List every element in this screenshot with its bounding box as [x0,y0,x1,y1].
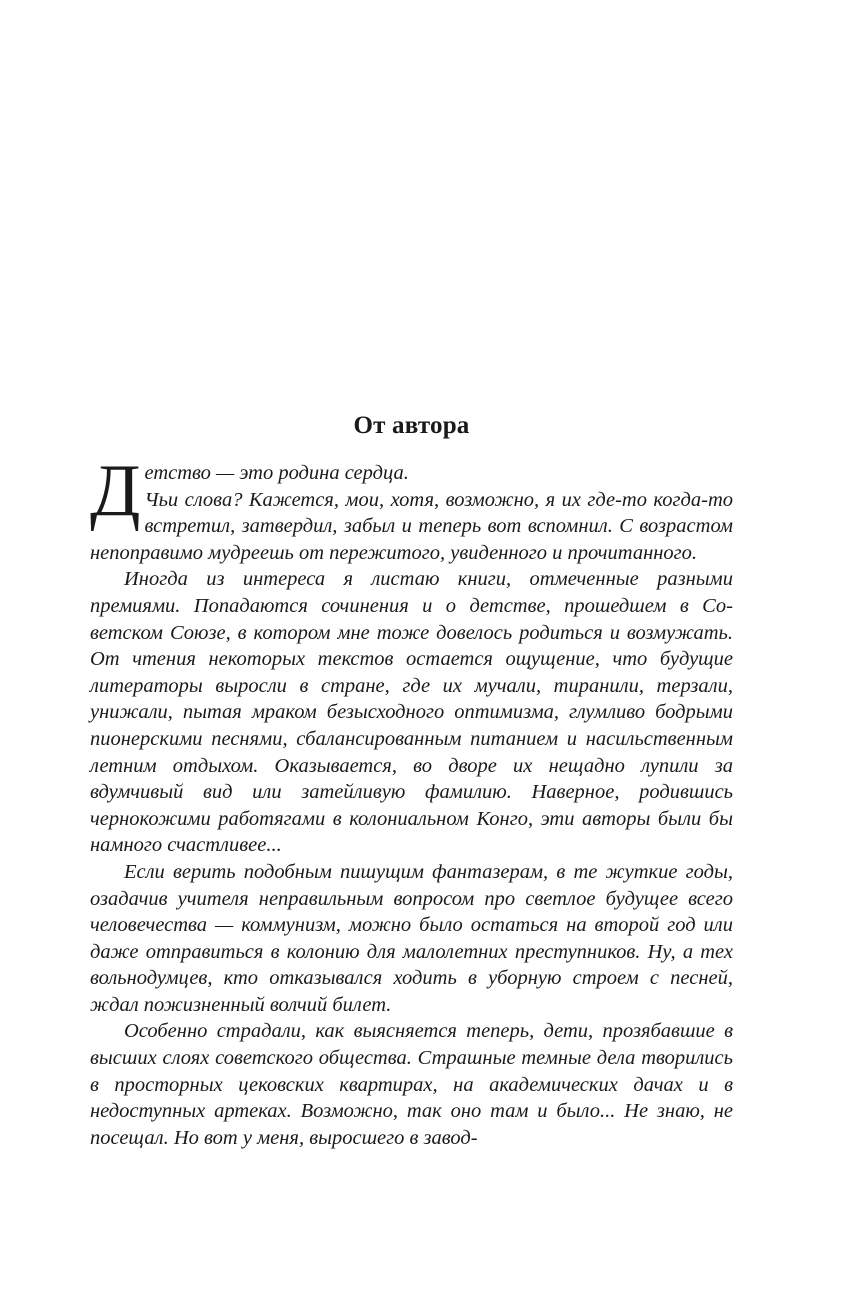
paragraph-4: Особенно страдали, как выясняется теперь, дети, прозябавшие в высших слоях советского общества. Страшные темные дела творились в просторных цековских квартирах, на академических дачах и в недоступных артеках. Возможно, так оно там и было... Не знаю, не посещал. Но вот у меня, выросшего в завод- [90,1020,733,1149]
chapter-title: От автора [353,412,470,439]
paragraph-1-text: Чьи слова? Кажется, мои, хотя, возможно, я их где-то когда-то встретил, затвердил, забыл и теперь вот вспомнил. С возрастом непоправимо мудреешь от пережитого, увиденного и прочитанного. [90,488,733,564]
paragraph-1 [90,450,733,566]
drop-cap: Д [90,450,141,532]
paragraph-1-first-line: етство — это родина сердца. [144,462,409,484]
book-page [90,0,733,1311]
paragraph-2: Иногда из интереса я листаю книги, отмеченные разными премиями. Попадаются сочинения и о детстве, прошедшем в Советском Союзе, в котором мне тоже довелось родиться и возмужать. От чтения некоторых текстов остается ощущение, что будущие литераторы выросли в стране, где их мучали, тиранили, терзали, унижали, пытая мраком безысходного оптимизма, глумливо бодрыми пионерскими песнями, сбалансированным питанием и насильственным летним отдыхом. Оказывается, во дворе их нещадно лупили за вдумчивый вид или затейливую фамилию. Наверное, родившись чернокожими работягами в колониальном Конго, эти авторы были бы намного счастливее... [90,568,733,857]
paragraph-3: Если верить подобным пишущим фантазерам, в те жуткие годы, озадачив учителя неправильным вопросом про светлое будущее всего человечества — коммунизм, можно было остаться на второй год или даже отправиться в колонию для малолетних преступников. Ну, а тех вольнодумцев, кто отказывался ходить в уборную строем с песней, ждал пожизненный волчий билет. [90,860,733,1016]
chapter-body [90,450,733,1151]
